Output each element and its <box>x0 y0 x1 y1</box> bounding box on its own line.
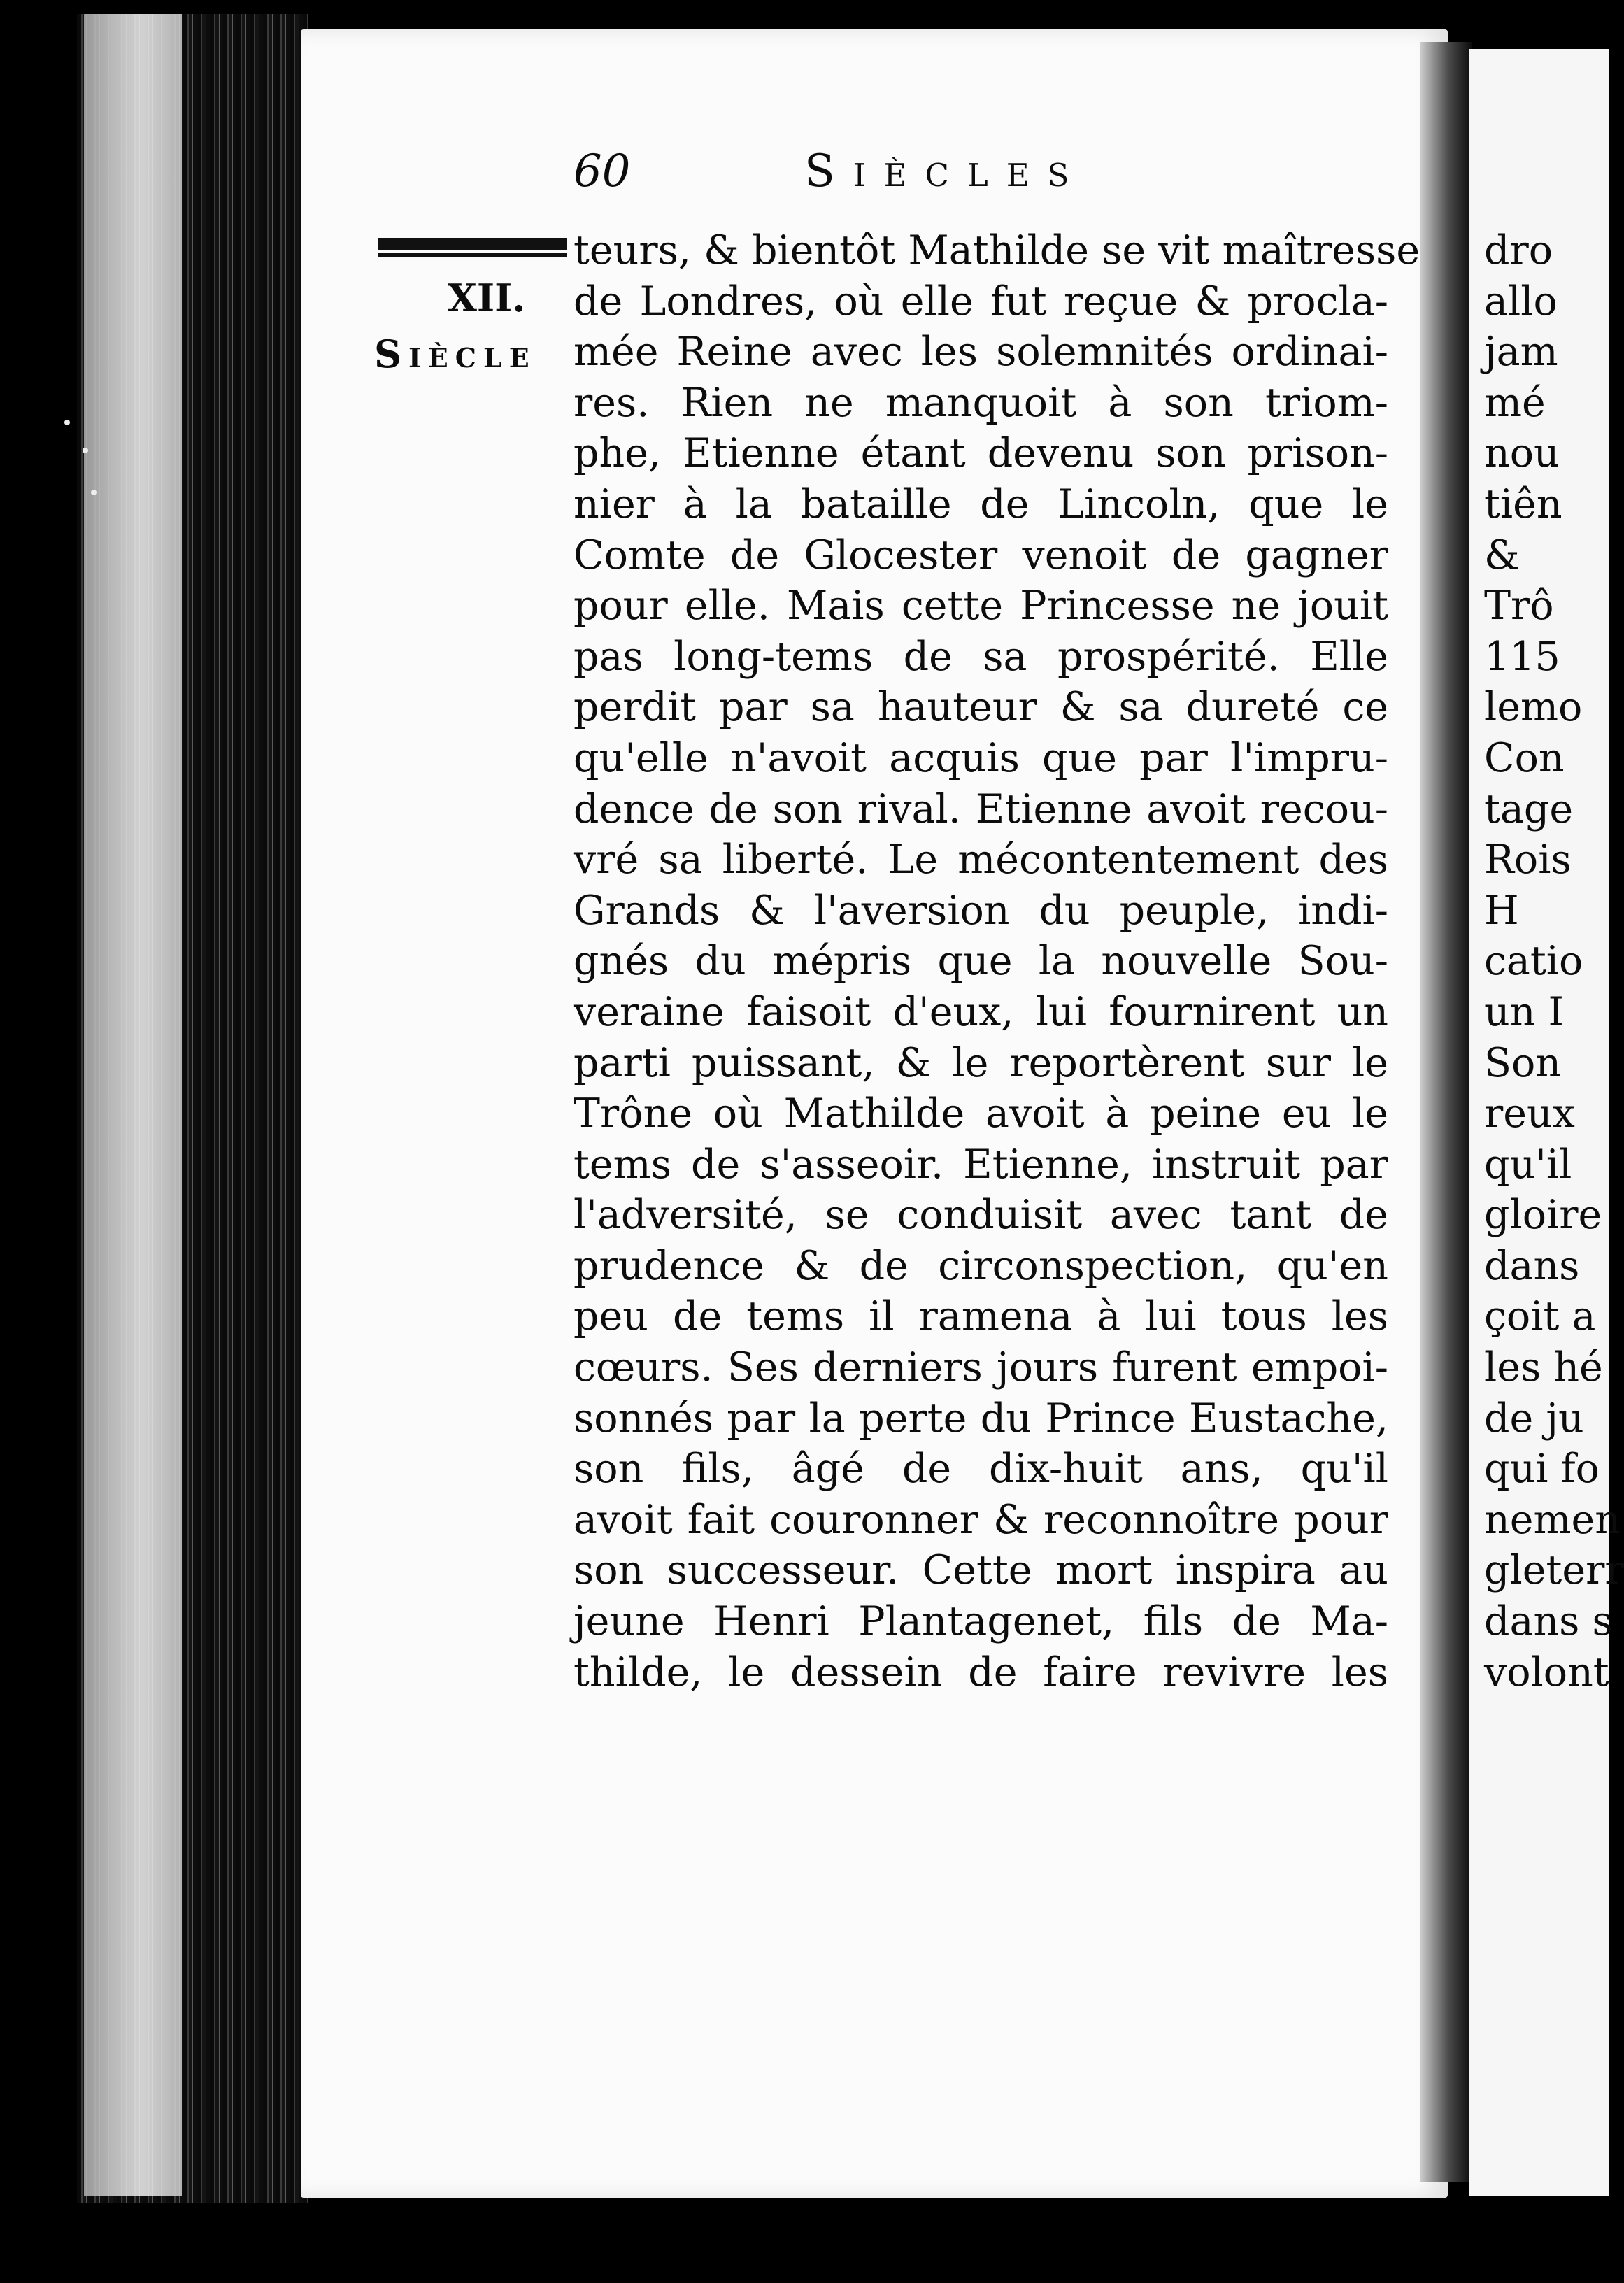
text-line: tems de s'asseoir. Etienne, instruit par <box>574 1141 1388 1188</box>
dust-speck <box>83 448 88 453</box>
right-page-line-fragment: jam <box>1484 329 1558 376</box>
text-line: prudence & de circonspection, qu'en <box>574 1242 1388 1289</box>
right-page-line-fragment: mé <box>1484 379 1546 426</box>
text-line: parti puissant, & le reportèrent sur le <box>574 1039 1388 1086</box>
right-page-line-fragment: volont <box>1484 1649 1609 1695</box>
text-line: pour elle. Mais cette Princesse ne jouit <box>574 583 1388 630</box>
margin-rule <box>378 238 567 250</box>
margin-siecle-label: Siècle <box>374 332 536 376</box>
right-page-line-fragment: un I <box>1484 988 1565 1035</box>
text-line: Trône où Mathilde avoit à peine eu le <box>574 1090 1388 1137</box>
book-gutter <box>1420 42 1472 2182</box>
right-page-line-fragment: dro <box>1484 227 1553 273</box>
right-page-line-fragment: nemen <box>1484 1496 1621 1543</box>
right-page-line-fragment: & <box>1484 532 1520 578</box>
right-page-line-fragment: lemo <box>1484 684 1583 731</box>
text-line: thilde, le dessein de faire revivre les <box>574 1649 1388 1695</box>
text-line: Comte de Glocester venoit de gagner <box>574 532 1388 578</box>
right-page-line-fragment: gleterr <box>1484 1547 1624 1594</box>
body-text <box>574 225 1420 1698</box>
right-page-line-fragment: nou <box>1484 430 1560 477</box>
text-line: avoit fait couronner & reconnoître pour <box>574 1496 1388 1543</box>
text-line: mée Reine avec les solemnités ordinai- <box>574 329 1388 376</box>
right-page-line-fragment: Son <box>1484 1039 1562 1086</box>
text-line: sonnés par la perte du Prince Eustache, <box>574 1395 1388 1442</box>
right-page-line-fragment: reux <box>1484 1090 1575 1137</box>
right-page-line-fragment: dans <box>1484 1242 1580 1289</box>
right-page-line-fragment: 115 <box>1484 633 1560 680</box>
text-line: pas long-tems de sa prospérité. Elle <box>574 633 1388 680</box>
text-line: qu'elle n'avoit acquis que par l'impru- <box>574 734 1388 781</box>
right-page-line-fragment: qui fo <box>1484 1446 1600 1493</box>
text-line: perdit par sa hauteur & sa dureté ce <box>574 684 1388 731</box>
page-number: 60 <box>574 145 631 197</box>
text-line: cœurs. Ses derniers jours furent empoi- <box>574 1344 1388 1391</box>
right-page-line-fragment: tage <box>1484 785 1574 832</box>
right-page-line-fragment: Rois <box>1484 837 1572 883</box>
right-page-line-fragment: H <box>1484 887 1519 934</box>
right-page-line-fragment: catio <box>1484 938 1583 985</box>
right-page-line-fragment: qu'il <box>1484 1141 1572 1188</box>
right-page-line-fragment: gloire <box>1484 1192 1602 1239</box>
text-line: son fils, âgé de dix-huit ans, qu'il <box>574 1446 1388 1493</box>
right-page-line-fragment: de ju <box>1484 1395 1584 1442</box>
text-line: res. Rien ne manquoit à son triom- <box>574 379 1388 426</box>
text-line: phe, Etienne étant devenu son prison- <box>574 430 1388 477</box>
right-page-line-fragment: dans s <box>1484 1598 1613 1645</box>
text-line: dence de son rival. Etienne avoit recou- <box>574 785 1388 832</box>
text-line: l'adversité, se conduisit avec tant de <box>574 1192 1388 1239</box>
right-page-line-fragment: tiên <box>1484 481 1562 527</box>
text-line: teurs, & bientôt Mathilde se vit maîtresse <box>574 227 1420 273</box>
text-line: gnés du mépris que la nouvelle Sou- <box>574 938 1388 985</box>
right-page-line-fragment: allo <box>1484 278 1558 325</box>
text-line: peu de tems il ramena à lui tous les <box>574 1293 1388 1340</box>
right-page-text <box>1484 225 1624 1698</box>
text-line: vré sa liberté. Le mécontentement des <box>574 837 1388 883</box>
page-block-highlight <box>84 14 182 2196</box>
text-line: Grands & l'aversion du peuple, indi- <box>574 887 1388 934</box>
running-title: Siècles <box>804 145 1088 197</box>
right-page-line-fragment: çoit a <box>1484 1293 1596 1340</box>
text-line: veraine faisoit d'eux, lui fournirent un <box>574 988 1388 1035</box>
margin-century: XII. <box>448 276 526 320</box>
text-line: jeune Henri Plantagenet, fils de Ma- <box>574 1598 1388 1645</box>
right-page-line-fragment: les hé <box>1484 1344 1603 1391</box>
dust-speck <box>91 490 97 495</box>
right-page-line-fragment: Trô <box>1484 583 1554 630</box>
text-line: de Londres, où elle fut reçue & procla- <box>574 278 1388 325</box>
text-line: son successeur. Cette mort inspira au <box>574 1547 1388 1594</box>
dust-speck <box>64 420 70 425</box>
running-head <box>574 140 1217 203</box>
right-page-line-fragment: Con <box>1484 734 1565 781</box>
text-line: nier à la bataille de Lincoln, que le <box>574 481 1388 527</box>
